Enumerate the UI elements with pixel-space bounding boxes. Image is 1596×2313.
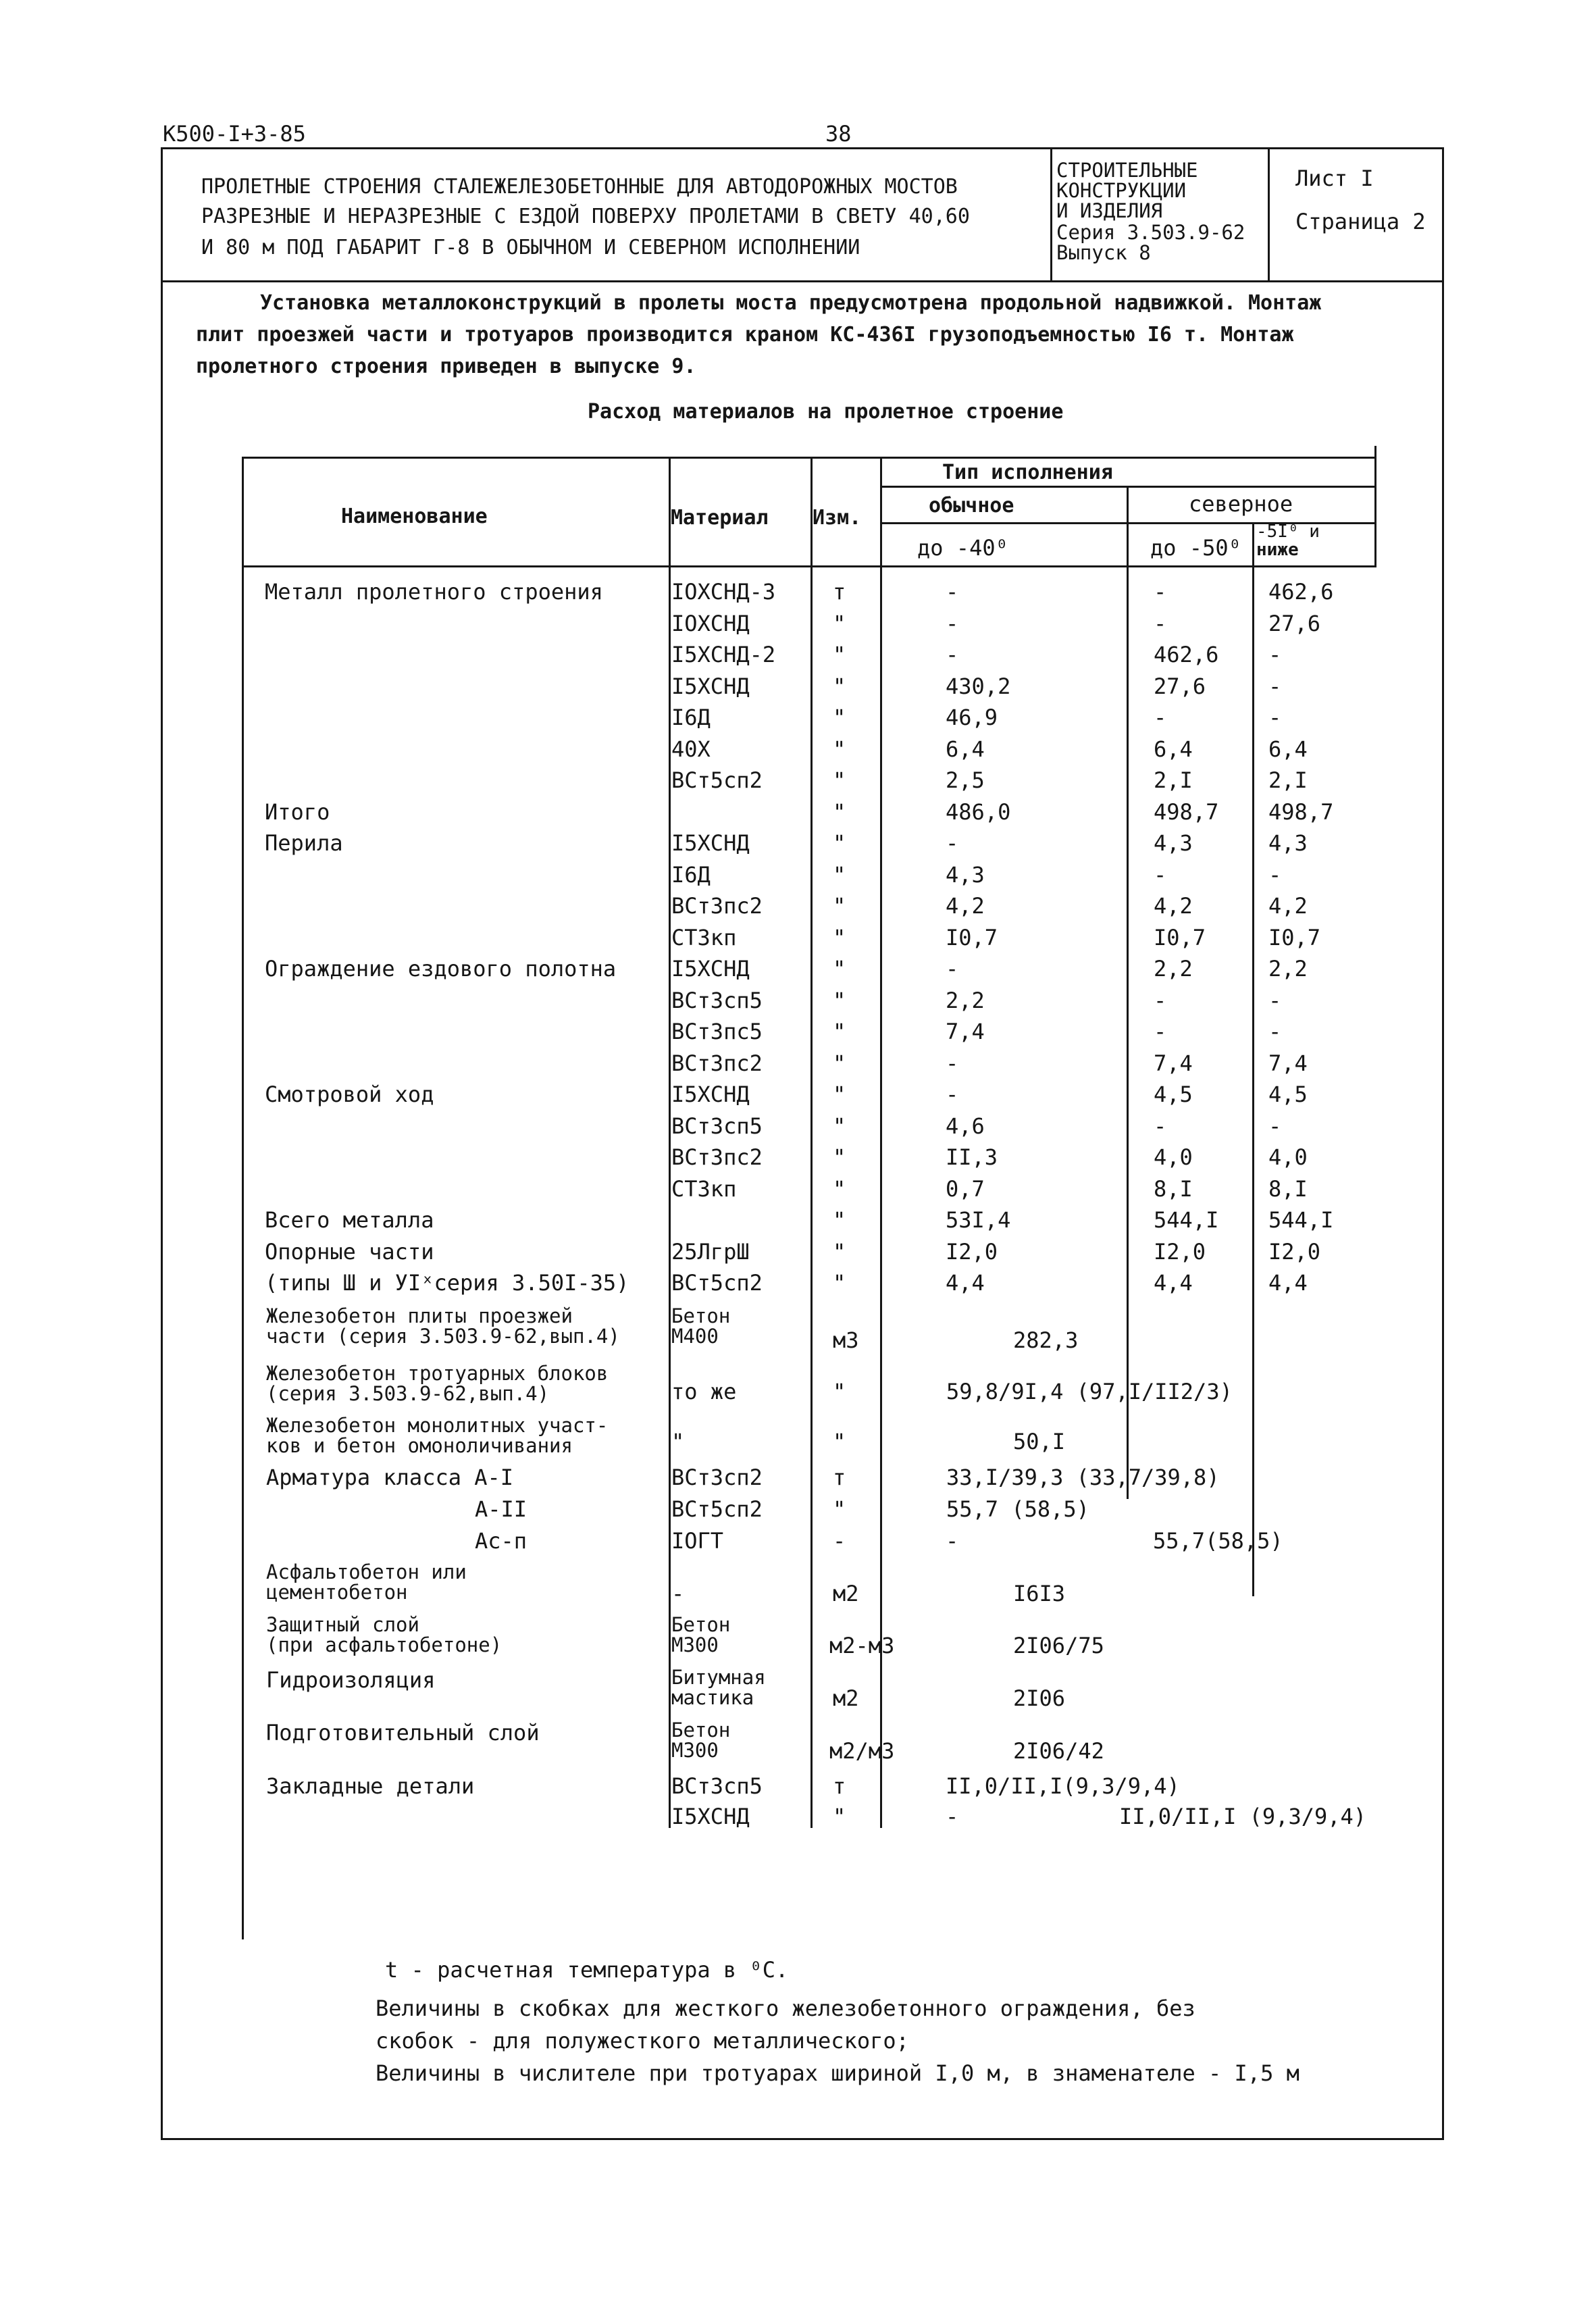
row-northern-50: - xyxy=(1154,861,1167,888)
rebar-a2-name: А-II xyxy=(475,1496,527,1522)
row-northern-51: - xyxy=(1268,705,1282,730)
rebar-ac-material: IОГТ xyxy=(671,1528,724,1554)
row-ordinary-40: II,3 xyxy=(946,1144,998,1170)
row-material: ВСт3сп5 xyxy=(671,987,763,1013)
intro-line-3: пролетного строения приведен в выпуске 9. xyxy=(196,355,696,378)
row-northern-51: 7,4 xyxy=(1268,1050,1308,1076)
row-northern-51: 6,4 xyxy=(1268,736,1308,762)
hydro-unit: м2 xyxy=(833,1685,859,1711)
row-unit: " xyxy=(833,1207,846,1233)
col-header-t51-line1: -5I⁰ и xyxy=(1256,522,1320,542)
sidewalk-material: то же xyxy=(671,1379,737,1404)
row-ordinary-40: 4,4 xyxy=(946,1270,985,1296)
page-number: 38 xyxy=(825,121,852,147)
row-unit: " xyxy=(833,736,846,762)
embed2-value: II,0/II,I (9,3/9,4) xyxy=(1119,1804,1367,1829)
embed-material: ВСт3сп5 xyxy=(671,1773,763,1799)
row-unit: " xyxy=(833,610,846,636)
row-material: ВСт3сп5 xyxy=(671,1113,763,1139)
embed-name: Закладные детали xyxy=(266,1773,475,1799)
row-unit: " xyxy=(833,987,846,1013)
rebar-value: 33,I/39,3 (33,7/39,8) xyxy=(946,1465,1220,1490)
row-northern-51: - xyxy=(1268,1019,1282,1044)
row-ordinary-40: 4,2 xyxy=(946,893,985,919)
slab-material-2: М400 xyxy=(671,1325,719,1348)
prep-value: 2I06/42 xyxy=(1013,1738,1104,1764)
row-name: Всего металла xyxy=(265,1207,434,1233)
row-unit: " xyxy=(833,1113,846,1139)
row-northern-50: - xyxy=(1154,610,1167,636)
row-unit: " xyxy=(833,830,846,856)
col-header-type: Тип исполнения xyxy=(942,461,1113,484)
prep-material-2: М300 xyxy=(671,1739,719,1762)
rebar-ac-name: Ас-п xyxy=(475,1528,527,1554)
row-northern-51: 4,0 xyxy=(1268,1144,1308,1170)
row-northern-50: 6,4 xyxy=(1154,736,1193,762)
row-unit: " xyxy=(833,642,846,667)
row-northern-50: 4,3 xyxy=(1154,830,1193,856)
row-material: I5ХСНД xyxy=(671,673,750,699)
row-northern-50: I0,7 xyxy=(1154,924,1206,950)
row-ordinary-40: - xyxy=(946,830,959,856)
rebar-name: Арматура класса А-I xyxy=(266,1465,514,1490)
row-material: I6Д xyxy=(671,705,711,730)
row-northern-50: - xyxy=(1154,705,1167,730)
col-header-t51-line2: ниже xyxy=(1256,540,1299,561)
intro-line-2: плит проезжей части и тротуаров производится краном КС-436I грузоподъемностью I6 т. Монтаж xyxy=(196,323,1294,347)
embed2-material: I5ХСНД xyxy=(671,1804,750,1829)
row-northern-50: 498,7 xyxy=(1154,798,1219,825)
row-ordinary-40: - xyxy=(946,956,959,982)
note-3: скобок - для полужесткого металлического; xyxy=(376,2028,909,2054)
rebar-a2-material: ВСт5сп2 xyxy=(671,1496,763,1522)
row-northern-50: 4,0 xyxy=(1154,1144,1193,1170)
col-header-unit: Изм. xyxy=(813,506,862,530)
row-northern-51: 8,I xyxy=(1268,1175,1308,1202)
row-material: СТ3кп xyxy=(671,924,737,950)
row-unit: т xyxy=(833,579,846,605)
row-northern-50: - xyxy=(1154,987,1167,1013)
sidewalk-name-2: (серия 3.503.9-62,вып.4) xyxy=(266,1382,550,1405)
row-ordinary-40: I2,0 xyxy=(946,1238,998,1265)
col-header-t51 xyxy=(1256,523,1320,560)
hydro-value: 2I06 xyxy=(1013,1685,1066,1711)
mono-unit: " xyxy=(833,1429,846,1454)
row-material: 40Х xyxy=(671,736,711,762)
mono-value: 50,I xyxy=(1013,1429,1066,1454)
row-material: 25ЛгрШ xyxy=(671,1238,750,1265)
row-northern-50: 462,6 xyxy=(1154,642,1219,667)
row-ordinary-40: - xyxy=(946,1082,959,1107)
row-material: I6Д xyxy=(671,861,711,888)
title-line-1: ПРОЛЕТНЫЕ СТРОЕНИЯ СТАЛЕЖЕЛЕЗОБЕТОННЫЕ ДЛЯ АВТОДОРОЖНЫХ МОСТОВ xyxy=(201,175,958,199)
rebar-material: ВСт3сп2 xyxy=(671,1465,763,1490)
protect-unit: м2-м3 xyxy=(829,1633,895,1658)
row-ordinary-40: 4,6 xyxy=(946,1113,985,1139)
sidewalk-value: 59,8/9I,4 (97,I/II2/3) xyxy=(946,1379,1233,1404)
note-4: Величины в числителе при тротуарах шириной I,0 м, в знаменателе - I,5 м xyxy=(376,2060,1299,2086)
row-northern-51: 544,I xyxy=(1268,1207,1334,1233)
row-northern-50: 8,I xyxy=(1154,1175,1193,1202)
mono-material: " xyxy=(671,1429,685,1454)
intro-line-1: Установка металлоконструкций в пролеты моста предусмотрена продольной надвижкой. Монтаж xyxy=(260,291,1322,315)
protect-material-2: М300 xyxy=(671,1633,719,1656)
row-northern-50: 2,I xyxy=(1154,767,1193,793)
row-unit: " xyxy=(833,1019,846,1044)
row-unit: " xyxy=(833,1144,846,1170)
row-material: ВСт3пс5 xyxy=(671,1019,763,1044)
row-northern-51: - xyxy=(1268,642,1282,667)
row-northern-50: I2,0 xyxy=(1154,1238,1206,1265)
row-unit: " xyxy=(833,1050,846,1076)
row-northern-50: 4,2 xyxy=(1154,893,1193,919)
row-name: Смотровой ход xyxy=(265,1082,434,1107)
rebar-unit: т xyxy=(833,1465,846,1490)
row-northern-50: 4,4 xyxy=(1154,1270,1193,1296)
asphalt-unit: м2 xyxy=(833,1581,859,1606)
row-name: (типы Ш и УIˣсерия 3.50I-35) xyxy=(265,1270,629,1296)
series-line-1: СТРОИТЕЛЬНЫЕ xyxy=(1056,159,1198,182)
embed-value: II,0/II,I(9,3/9,4) xyxy=(946,1773,1180,1799)
row-ordinary-40: 6,4 xyxy=(946,736,985,762)
row-northern-51: 2,2 xyxy=(1268,956,1308,982)
row-ordinary-40: 430,2 xyxy=(946,673,1011,699)
protect-value: 2I06/75 xyxy=(1013,1633,1104,1658)
row-name: Итого xyxy=(265,798,330,825)
title-line-2: РАЗРЕЗНЫЕ И НЕРАЗРЕЗНЫЕ С ЕЗДОЙ ПОВЕРХУ ПРОЛЕТАМИ В СВЕТУ 40,60 xyxy=(201,205,970,228)
slab-material-1: Бетон xyxy=(671,1304,731,1327)
series-line-4: Серия 3.503.9-62 xyxy=(1056,221,1245,244)
col-header-material: Материал xyxy=(671,506,769,530)
row-material: I5ХСНД xyxy=(671,956,750,982)
row-northern-50: 2,2 xyxy=(1154,956,1193,982)
row-material: ВСт5сп2 xyxy=(671,767,763,793)
sheet-label: Лист I xyxy=(1295,166,1374,191)
asphalt-material: - xyxy=(671,1581,685,1606)
asphalt-name-2: цементобетон xyxy=(266,1581,408,1604)
row-northern-51: 4,2 xyxy=(1268,893,1308,919)
row-material: I5ХСНД xyxy=(671,830,750,856)
row-northern-51: 462,6 xyxy=(1268,579,1334,605)
row-material: СТ3кп xyxy=(671,1175,737,1202)
slab-value: 282,3 xyxy=(1013,1327,1079,1353)
row-northern-50: 4,5 xyxy=(1154,1082,1193,1107)
row-northern-51: 2,I xyxy=(1268,767,1308,793)
rebar-a2-value: 55,7 (58,5) xyxy=(946,1496,1089,1522)
protect-name-1: Защитный слой xyxy=(266,1613,419,1636)
col-header-name: Наименование xyxy=(341,505,488,528)
row-northern-50: - xyxy=(1154,1019,1167,1044)
row-northern-50: 27,6 xyxy=(1154,673,1206,699)
row-northern-50: - xyxy=(1154,1113,1167,1139)
row-northern-50: 7,4 xyxy=(1154,1050,1193,1076)
row-ordinary-40: 7,4 xyxy=(946,1019,985,1044)
sidewalk-unit: " xyxy=(833,1379,846,1404)
row-northern-51: - xyxy=(1268,861,1282,888)
col-header-ordinary: обычное xyxy=(929,494,1014,517)
table-title: Расход материалов на пролетное строение xyxy=(588,400,1064,424)
row-material: I5ХСНД-2 xyxy=(671,642,776,667)
col-header-t40: до -40⁰ xyxy=(917,535,1008,561)
mono-name-1: Железобетон монолитных участ- xyxy=(266,1414,609,1437)
row-ordinary-40: - xyxy=(946,642,959,667)
row-name: Перила xyxy=(265,830,343,856)
row-ordinary-40: - xyxy=(946,610,959,636)
row-unit: " xyxy=(833,798,846,825)
rebar-ac-col1: - xyxy=(946,1528,959,1554)
row-ordinary-40: 2,5 xyxy=(946,767,985,793)
row-northern-51: 4,5 xyxy=(1268,1082,1308,1107)
row-name: Металл пролетного строения xyxy=(265,579,603,605)
row-northern-51: 4,3 xyxy=(1268,830,1308,856)
row-ordinary-40: - xyxy=(946,579,959,605)
rebar-a2-unit: " xyxy=(833,1496,846,1522)
row-northern-51: I0,7 xyxy=(1268,924,1321,950)
series-line-2: КОНСТРУКЦИИ xyxy=(1056,179,1187,202)
row-ordinary-40: 2,2 xyxy=(946,987,985,1013)
series-line-5: Выпуск 8 xyxy=(1056,241,1151,264)
row-northern-51: - xyxy=(1268,1113,1282,1139)
series-line-3: И ИЗДЕЛИЯ xyxy=(1056,199,1163,222)
note-1: t - расчетная температура в ⁰С. xyxy=(385,1957,789,1983)
row-ordinary-40: - xyxy=(946,1050,959,1076)
hydro-name: Гидроизоляция xyxy=(266,1667,436,1693)
embed2-col1: - xyxy=(946,1804,959,1829)
row-unit: " xyxy=(833,924,846,950)
row-unit: " xyxy=(833,956,846,982)
row-northern-51: - xyxy=(1268,673,1282,699)
embed-unit: т xyxy=(833,1773,846,1799)
row-material: IОХСНД-3 xyxy=(671,579,776,605)
row-unit: " xyxy=(833,893,846,919)
row-ordinary-40: 46,9 xyxy=(946,705,998,730)
prep-name: Подготовительный слой xyxy=(266,1720,540,1746)
asphalt-value: I6I3 xyxy=(1013,1581,1066,1606)
row-name: Опорные части xyxy=(265,1238,434,1265)
row-northern-50: 544,I xyxy=(1154,1207,1219,1233)
sidewalk-name-1: Железобетон тротуарных блоков xyxy=(266,1362,609,1385)
col-header-t50: до -50⁰ xyxy=(1150,535,1241,561)
row-ordinary-40: 4,3 xyxy=(946,861,985,888)
row-ordinary-40: 53I,4 xyxy=(946,1207,1011,1233)
rebar-ac-unit: - xyxy=(833,1528,846,1554)
row-unit: " xyxy=(833,767,846,793)
prep-material-1: Бетон xyxy=(671,1719,731,1742)
row-northern-50: - xyxy=(1154,579,1167,605)
document-code: К500-I+3-85 xyxy=(163,121,306,147)
row-material: IОХСНД xyxy=(671,610,750,636)
prep-unit: м2/м3 xyxy=(829,1738,895,1764)
title-line-3: И 80 м ПОД ГАБАРИТ Г-8 В ОБЫЧНОМ И СЕВЕРНОМ ИСПОЛНЕНИИ xyxy=(201,236,860,259)
row-ordinary-40: 0,7 xyxy=(946,1175,985,1202)
row-name: Ограждение ездового полотна xyxy=(265,956,617,982)
row-material: ВСт3пс2 xyxy=(671,893,763,919)
row-unit: " xyxy=(833,1238,846,1265)
mono-name-2: ков и бетон омоноличивания xyxy=(266,1434,573,1457)
row-material: ВСт5сп2 xyxy=(671,1270,763,1296)
protect-name-2: (при асфальтобетоне) xyxy=(266,1633,503,1656)
row-ordinary-40: 486,0 xyxy=(946,798,1011,825)
slab-name-1: Железобетон плиты проезжей xyxy=(266,1304,573,1327)
row-unit: " xyxy=(833,1175,846,1202)
row-ordinary-40: I0,7 xyxy=(946,924,998,950)
row-unit: " xyxy=(833,1082,846,1107)
protect-material-1: Бетон xyxy=(671,1613,731,1636)
slab-name-2: части (серия 3.503.9-62,вып.4) xyxy=(266,1325,620,1348)
row-unit: " xyxy=(833,1270,846,1296)
row-northern-51: - xyxy=(1268,987,1282,1013)
row-material: ВСт3пс2 xyxy=(671,1050,763,1076)
slab-unit: м3 xyxy=(833,1327,859,1353)
row-material: I5ХСНД xyxy=(671,1082,750,1107)
embed2-unit: " xyxy=(833,1804,846,1829)
asphalt-name-1: Асфальтобетон или xyxy=(266,1560,467,1583)
rebar-ac-value: 55,7(58,5) xyxy=(1153,1528,1283,1554)
row-northern-51: 498,7 xyxy=(1268,798,1334,825)
row-unit: " xyxy=(833,861,846,888)
hydro-material-1: Битумная xyxy=(671,1666,766,1689)
row-material: ВСт3пс2 xyxy=(671,1144,763,1170)
row-northern-51: 27,6 xyxy=(1268,610,1321,636)
col-header-northern: северное xyxy=(1189,491,1293,517)
row-unit: " xyxy=(833,673,846,699)
row-unit: " xyxy=(833,705,846,730)
page-label: Страница 2 xyxy=(1295,209,1426,234)
row-northern-51: 4,4 xyxy=(1268,1270,1308,1296)
hydro-material-2: мастика xyxy=(671,1686,754,1709)
note-2: Величины в скобках для жесткого железобетонного ограждения, без xyxy=(376,1996,1195,2021)
row-northern-51: I2,0 xyxy=(1268,1238,1321,1265)
